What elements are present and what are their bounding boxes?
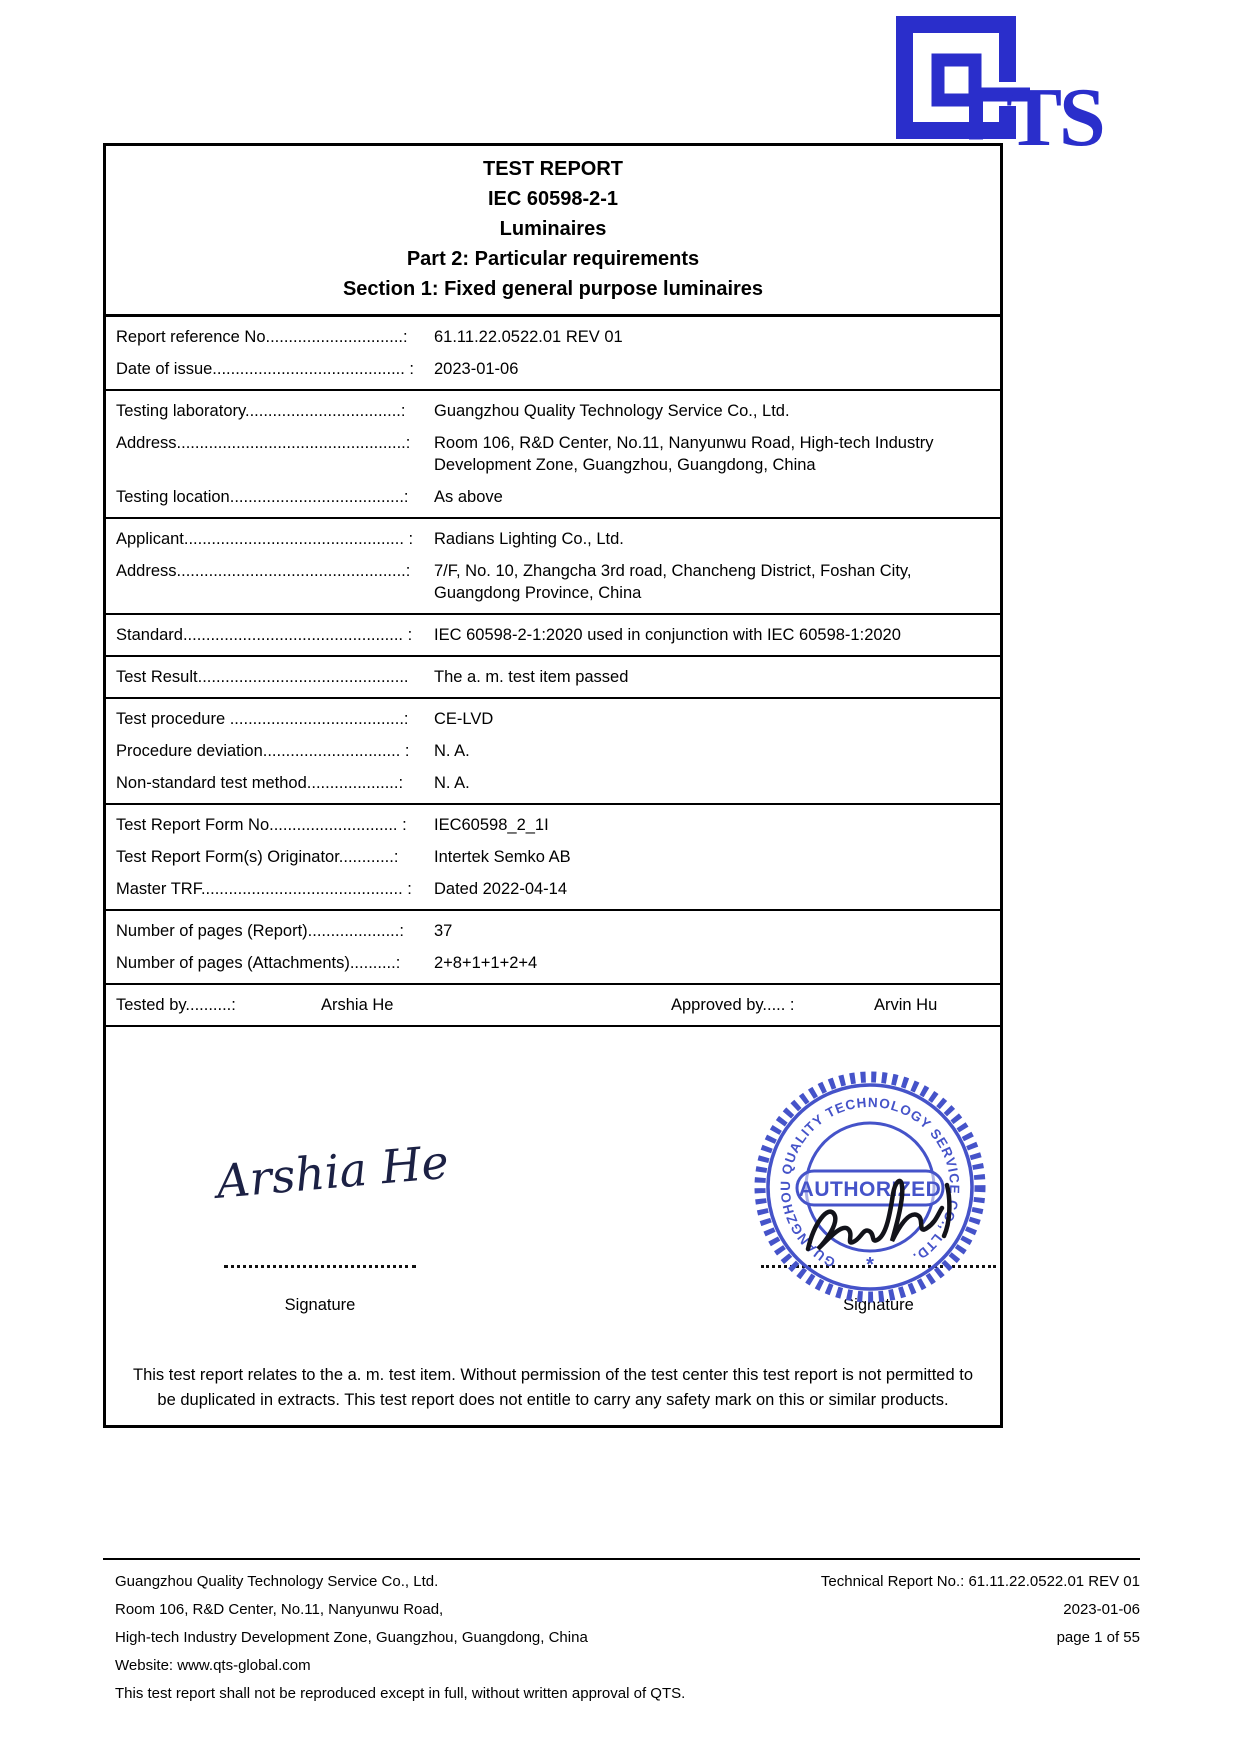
field-label: Master TRF............................................ : <box>116 880 412 898</box>
approved-by-value: Arvin Hu <box>874 996 938 1014</box>
page-footer <box>103 1558 1140 1708</box>
row-trf-originator <box>106 841 1000 873</box>
row-master-trf <box>106 873 1000 905</box>
section-title: Section 1: Fixed general purpose luminaires <box>342 278 764 300</box>
disclaimer-text: This test report relates to the a. m. test item. Without permission of the test center this test report is not permitted to be duplicated in extracts. This test report does not entitle to carry any safety mark on this or similar products. <box>132 1366 974 1409</box>
footer-website: Website: www.qts-global.com <box>115 1657 311 1674</box>
qts-logo <box>896 16 1146 164</box>
footer-company: Guangzhou Quality Technology Service Co., Ltd. <box>115 1573 439 1590</box>
field-label: Test Result.............................................. <box>116 668 409 686</box>
field-value: N. A. <box>434 742 470 760</box>
stamp-center-text: AUTHORIZED <box>798 1178 942 1201</box>
field-value: 7/F, No. 10, Zhangcha 3rd road, Chancheng District, Foshan City, Guangdong Province, China <box>434 562 912 602</box>
field-value: 2+8+1+1+2+4 <box>434 954 538 972</box>
field-label: Address..................................................: <box>116 434 411 452</box>
field-label: Test Report Form(s) Originator............: <box>116 848 399 866</box>
row-tested-approved <box>106 985 1000 1025</box>
signature-caption: Signature <box>284 1296 356 1314</box>
row-testing-laboratory <box>106 395 1000 427</box>
field-value: As above <box>434 488 503 506</box>
field-value: 2023-01-06 <box>434 360 519 378</box>
authorized-stamp <box>750 1067 990 1307</box>
field-label: Procedure deviation.............................. : <box>116 742 410 760</box>
field-label: Number of pages (Attachments)..........: <box>116 954 401 972</box>
signature-caption: Signature <box>843 1296 914 1314</box>
field-label: Address..................................................: <box>116 562 411 580</box>
row-trf-no <box>106 809 1000 841</box>
row-testing-address <box>106 427 1000 481</box>
field-label: Test Report Form No............................ : <box>116 816 407 834</box>
approved-by-label: Approved by..... : <box>671 996 795 1014</box>
row-test-result <box>106 661 1000 693</box>
signature-dotted-line <box>224 1265 416 1268</box>
row-report-reference <box>106 321 1000 353</box>
field-label: Applicant................................................ : <box>116 530 414 548</box>
group-test-result <box>106 657 1000 697</box>
report-box <box>103 143 1003 1428</box>
tested-by-label: Tested by..........: <box>116 996 236 1014</box>
row-pages-attachments <box>106 947 1000 979</box>
field-value: 61.11.22.0522.01 REV 01 <box>434 328 623 346</box>
row-procedure-deviation <box>106 735 1000 767</box>
group-reference <box>106 317 1000 389</box>
footer-address-line1: Room 106, R&D Center, No.11, Nanyunwu Road, <box>115 1601 444 1618</box>
group-trf <box>106 805 1000 909</box>
title-block <box>106 146 1000 314</box>
field-value: Dated 2022-04-14 <box>434 880 568 898</box>
footer-date: 2023-01-06 <box>1063 1601 1140 1618</box>
field-value: Intertek Semko AB <box>434 848 571 866</box>
footer-address-line2: High-tech Industry Development Zone, Guangzhou, Guangdong, China <box>115 1629 588 1646</box>
field-label: Report reference No..............................: <box>116 328 408 346</box>
stamp-ring-text: GUANGZHOU QUALITY TECHNOLOGY SERVICE CO., LTD. <box>777 1094 963 1271</box>
product-category: Luminaires <box>499 218 607 240</box>
tested-by-value: Arshia He <box>321 996 394 1014</box>
tested-signature-text: Arshia He <box>214 1134 451 1209</box>
field-value: N. A. <box>434 774 470 792</box>
row-pages-report <box>106 915 1000 947</box>
field-value: The a. m. test item passed <box>434 668 629 686</box>
report-title: TEST REPORT <box>482 158 623 180</box>
field-label: Testing location......................................: <box>116 488 409 506</box>
field-value: IEC60598_2_1I <box>434 816 549 834</box>
field-value: Room 106, R&D Center, No.11, Nanyunwu Road, High-tech Industry Development Zone, Guangzhou, Guangdong, China <box>434 434 934 474</box>
part-title: Part 2: Particular requirements <box>406 248 700 270</box>
field-value: 37 <box>434 922 453 940</box>
field-value: Radians Lighting Co., Ltd. <box>434 530 624 548</box>
group-standard <box>106 615 1000 655</box>
row-testing-location <box>106 481 1000 513</box>
stamp-star: * <box>866 1254 874 1276</box>
standard-ref: IEC 60598-2-1 <box>487 188 619 210</box>
field-label: Test procedure ......................................: <box>116 710 409 728</box>
row-standard <box>106 619 1000 651</box>
group-laboratory <box>106 391 1000 517</box>
footer-left <box>103 1568 821 1708</box>
group-pages <box>106 911 1000 983</box>
footer-right <box>821 1568 1140 1708</box>
field-label: Date of issue.......................................... : <box>116 360 415 378</box>
footer-report-no: Technical Report No.: 61.11.22.0522.01 REV 01 <box>820 1573 1140 1590</box>
field-value: Guangzhou Quality Technology Service Co., Ltd. <box>434 402 790 420</box>
field-label: Number of pages (Report)....................: <box>116 922 404 940</box>
field-value: IEC 60598-2-1:2020 used in conjunction with IEC 60598-1:2020 <box>434 626 901 644</box>
group-procedure <box>106 699 1000 803</box>
row-non-standard-method <box>106 767 1000 799</box>
field-value: CE-LVD <box>434 710 494 728</box>
row-applicant <box>106 523 1000 555</box>
qts-logo-text: TS <box>1006 71 1103 164</box>
footer-page-number: page 1 of 55 <box>1056 1629 1140 1646</box>
field-label: Testing laboratory..................................: <box>116 402 406 420</box>
group-applicant <box>106 519 1000 613</box>
row-date-of-issue <box>106 353 1000 385</box>
field-label: Non-standard test method....................: <box>116 774 404 792</box>
tested-signature <box>206 1099 476 1239</box>
signature-area <box>106 1027 1000 1357</box>
footer-reproduction-note: This test report shall not be reproduced except in full, without written approval of QTS. <box>115 1685 686 1702</box>
row-test-procedure <box>106 703 1000 735</box>
row-applicant-address <box>106 555 1000 609</box>
field-label: Standard................................................ : <box>116 626 413 644</box>
